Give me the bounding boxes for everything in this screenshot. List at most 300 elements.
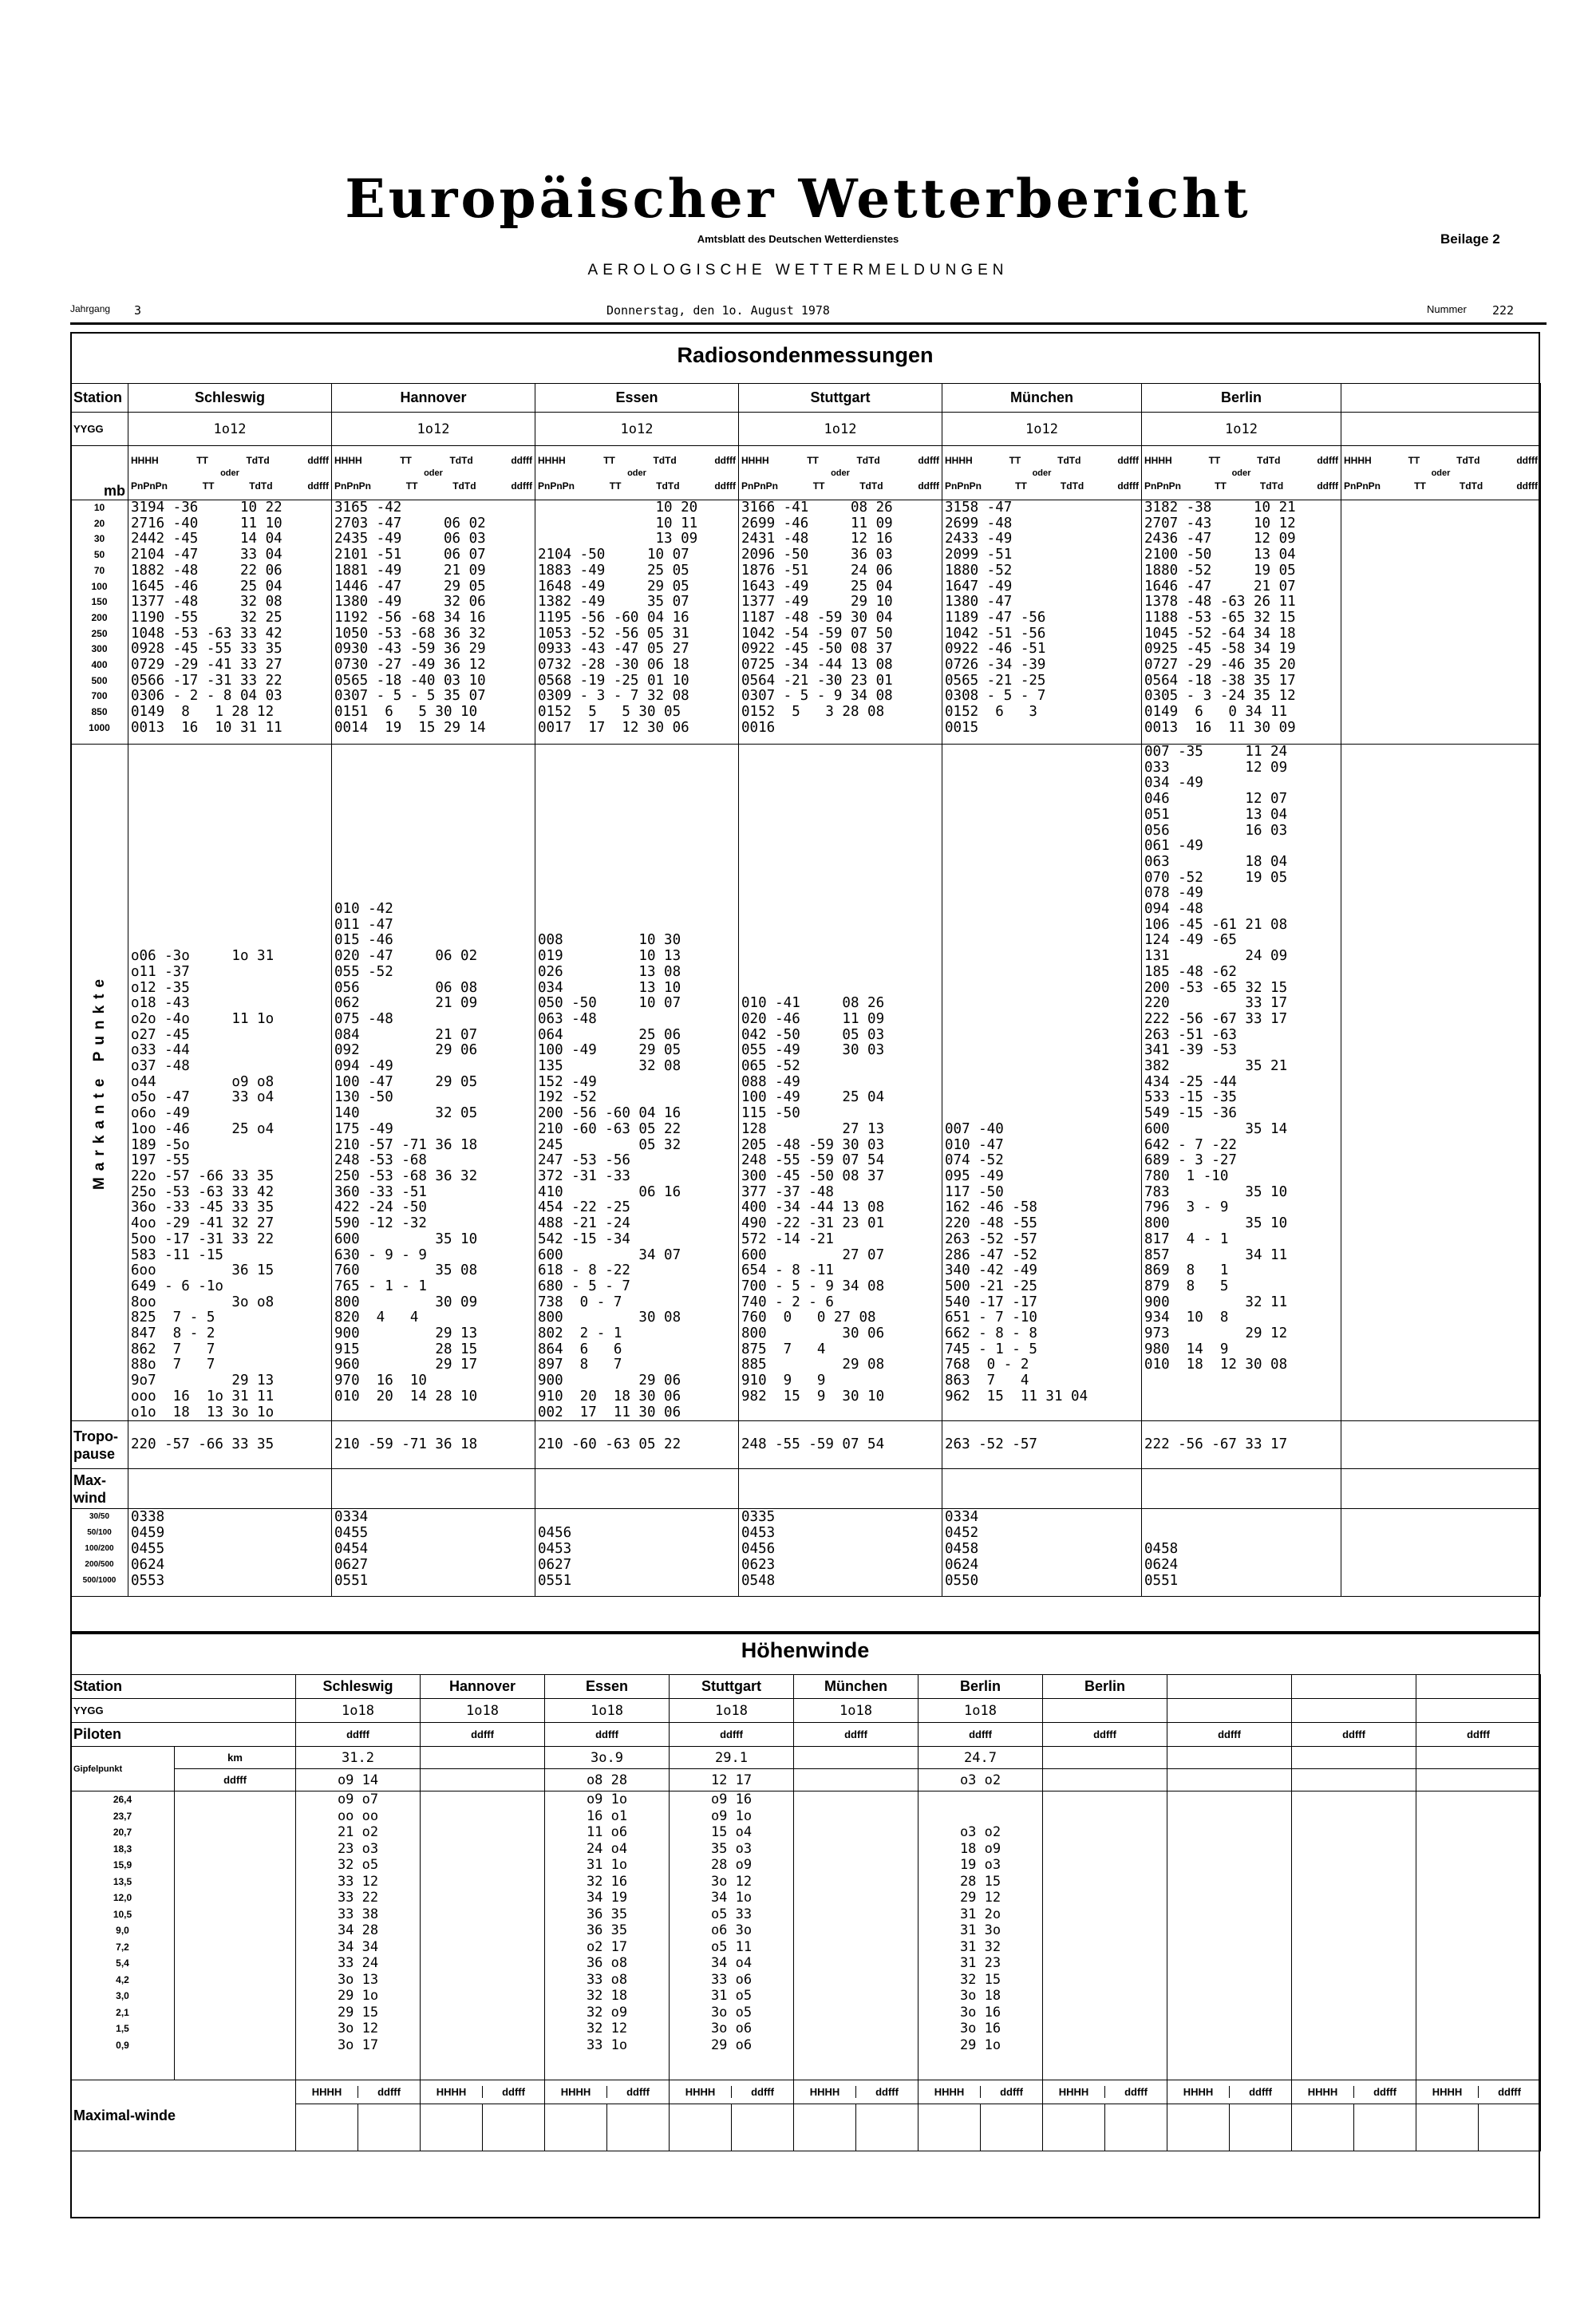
hw-yygg: 1o18 bbox=[421, 1699, 545, 1723]
subheader: Amtsblatt des Deutschen Wetterdienstes bbox=[697, 233, 899, 245]
station-name: München bbox=[942, 384, 1142, 413]
ppp-heading: PnPnPn bbox=[334, 480, 372, 492]
maxwind-values: 0456 0453 0627 0551 bbox=[538, 1525, 572, 1590]
hhhh-cell bbox=[918, 2104, 981, 2151]
hw-column bbox=[918, 1791, 1043, 2080]
station-data: 3165 -42 2703 -47 06 02 2435 -49 06 03 2101 -51 06 07 1881 -49 21 09 1446 -47 29 05 1380 -49 32 06 1192 -56 -68 34 16 1050 -53 -68 36 32 0930 -43 -59 36 29 0730 -27 -49 36 12 0565 -18 -40 03 10 0307 - 5 - 5 35 07 0151 6 5 30 10 0014 19 15 29 14 bbox=[334, 500, 486, 736]
km-level: 15,9 bbox=[113, 1859, 132, 1870]
hhhh-heading: HHHH bbox=[1292, 2086, 1354, 2098]
hw-yygg bbox=[1292, 1699, 1416, 1723]
ddfff-heading: ddfff bbox=[511, 454, 532, 466]
tropopause-value: 220 -57 -66 33 35 bbox=[131, 1436, 275, 1452]
standard-levels-data bbox=[942, 500, 1142, 745]
hhhh-heading: HHHH bbox=[1144, 454, 1172, 466]
hw-yygg bbox=[1043, 1699, 1167, 1723]
ddfff-heading: ddfff bbox=[1317, 480, 1338, 492]
tt-heading: TT bbox=[609, 480, 622, 492]
hw-column bbox=[1416, 1791, 1541, 2080]
column-headings bbox=[535, 446, 739, 500]
hw-values: o9 1o 16 o1 11 o6 24 o4 31 1o 32 16 34 19 36 35 36 35 o2 17 36 o8 33 o8 32 18 32 o9 32 12 33 1o bbox=[586, 1791, 628, 2053]
yygg-label: YYGG bbox=[71, 413, 128, 446]
maxwind-headings bbox=[421, 2080, 545, 2104]
hw-yygg bbox=[1167, 1699, 1292, 1723]
hhhh-heading: HHHH bbox=[741, 454, 769, 466]
pressure-level: 20 bbox=[93, 517, 105, 529]
km-level: 7,2 bbox=[116, 1941, 129, 1953]
maxwind-values: 0334 0455 0454 0627 0551 bbox=[334, 1509, 369, 1590]
gipfel-km bbox=[1167, 1747, 1292, 1769]
ddfff-heading: ddfff bbox=[1000, 2086, 1023, 2098]
km-level: 2,1 bbox=[116, 2006, 129, 2018]
maxwind-headings bbox=[794, 2080, 918, 2104]
gipfel-ddfff bbox=[1292, 1769, 1416, 1791]
maxwind-headings bbox=[918, 2080, 1043, 2104]
pressure-level: 250 bbox=[91, 627, 108, 639]
ppp-heading: PnPnPn bbox=[131, 480, 168, 492]
hhhh-cell bbox=[1416, 2104, 1479, 2151]
ddfff-cell bbox=[856, 2104, 918, 2151]
ddfff-heading: ddfff bbox=[1117, 454, 1139, 466]
ddfff-heading: ddfff bbox=[1373, 2086, 1396, 2098]
maxwind-data bbox=[128, 1509, 332, 1597]
oder-heading: oder bbox=[424, 468, 443, 478]
hw-column bbox=[545, 1791, 670, 2080]
hhhh-cell bbox=[794, 2104, 856, 2151]
piloten-ddfff: ddfff bbox=[421, 1723, 545, 1747]
ddfff-heading: ddfff bbox=[307, 454, 329, 466]
tt-heading: TT bbox=[1208, 454, 1221, 466]
tropopause-label: Tropo-pause bbox=[71, 1421, 128, 1469]
hhhh-cell bbox=[1292, 2104, 1354, 2151]
year-value: 3 bbox=[134, 303, 142, 318]
hw-column bbox=[670, 1791, 794, 2080]
spacer bbox=[175, 1791, 296, 2080]
maxwind-empty bbox=[1292, 2104, 1416, 2151]
tt-heading: TT bbox=[196, 454, 208, 466]
hw-station: Stuttgart bbox=[670, 1675, 794, 1699]
gipfelpunkt-label: Gipfelpunkt bbox=[71, 1747, 175, 1791]
oder-heading: oder bbox=[831, 468, 850, 478]
ddfff-cell bbox=[732, 2104, 793, 2151]
hw-column bbox=[421, 1791, 545, 2080]
maxwind-headings bbox=[296, 2080, 421, 2104]
markante-punkte-label-cell bbox=[71, 745, 128, 1421]
column-headings bbox=[1341, 446, 1541, 500]
station-data: 007 -35 11 24 033 12 09 034 -49 046 12 07 051 13 04 056 16 03 061 -49 063 18 04 070 -52 19 05 078 -49 094 -48 106 -45 -61 21 08 124 -49 -65 131 24 09 185 -48 -62 200 -53 -65 32 15 220 33 17 222 -56 -67 33 17 263 -51 -63 341 -39 -53 382 35 21 434 -25 -44 533 -15 -35 549 -15 -36 600 35 14 642 - 7 -22 689 - 3 -27 780 1 -10 783 35 10 796 3 - 9 800 35 10 817 4 - 1 857 34 11 869 8 1 879 8 5 900 32 11 934 10 8 973 29 12 980 14 9 010 18 12 30 08 bbox=[1144, 744, 1288, 1373]
maxwind-empty bbox=[296, 2104, 421, 2151]
ppp-heading: PnPnPn bbox=[945, 480, 982, 492]
oder-heading: oder bbox=[627, 468, 646, 478]
standard-levels-data bbox=[128, 500, 332, 745]
significant-points-data bbox=[128, 745, 332, 1421]
ddfff-heading: ddfff bbox=[1249, 2086, 1272, 2098]
hhhh-heading: HHHH bbox=[1344, 454, 1372, 466]
station-name: Berlin bbox=[1142, 384, 1341, 413]
info-line bbox=[70, 298, 1547, 325]
gipfel-km: 31.2 bbox=[296, 1747, 421, 1769]
hw-column bbox=[296, 1791, 421, 2080]
ddfff-heading: ddfff bbox=[1516, 480, 1538, 492]
tdtd-heading: TdTd bbox=[1459, 480, 1483, 492]
hw-station bbox=[1167, 1675, 1292, 1699]
tropopause-data bbox=[535, 1421, 739, 1469]
piloten-ddfff: ddfff bbox=[545, 1723, 670, 1747]
hhhh-heading: HHHH bbox=[670, 2086, 732, 2098]
station-data: 010 -42 011 -47 015 -46 020 -47 06 02 055 -52 056 06 08 062 21 09 075 -48 084 21 07 092 29 06 094 -49 100 -47 29 05 130 -50 140 32 05 175 -49 210 -57 -71 36 18 248 -53 -68 250 -53 -68 36 32 360 -33 -51 422 -24 -50 590 -12 -32 600 35 10 630 - 9 - 9 760 35 08 765 - 1 - 1 800 30 09 820 4 4 900 29 13 915 28 15 960 29 17 970 16 10 010 20 14 28 10 bbox=[334, 901, 478, 1404]
km-level: 9,0 bbox=[116, 1925, 129, 1936]
maxwind-level: 100/200 bbox=[85, 1544, 114, 1554]
pressure-level: 1000 bbox=[89, 721, 110, 733]
tdtd-heading: TdTd bbox=[1259, 480, 1284, 492]
station-data: 3158 -47 2699 -48 2433 -49 2099 -51 1880 -52 1647 -49 1380 -47 1189 -47 -56 1042 -51 -56 0922 -46 -51 0726 -34 -39 0565 -21 -25 0308 - 5 - 7 0152 6 3 0015 bbox=[945, 500, 1046, 736]
gipfel-km bbox=[1416, 1747, 1541, 1769]
subtitle: AEROLOGISCHE WETTERMELDUNGEN bbox=[587, 262, 1009, 278]
station-name: Stuttgart bbox=[739, 384, 942, 413]
ddfff-heading: ddfff bbox=[377, 2086, 401, 2098]
ddfff-cell bbox=[1354, 2104, 1416, 2151]
maxwind-cell bbox=[739, 1469, 942, 1509]
tdtd-heading: TdTd bbox=[1257, 454, 1281, 466]
gipfel-ddfff bbox=[1167, 1769, 1292, 1791]
km-unit-label: km bbox=[175, 1747, 296, 1769]
ddfff-heading: ddfff bbox=[1124, 2086, 1148, 2098]
hhhh-heading: HHHH bbox=[794, 2086, 856, 2098]
km-levels bbox=[71, 1791, 175, 2080]
km-level: 13,5 bbox=[113, 1875, 132, 1887]
piloten-ddfff: ddfff bbox=[1043, 1723, 1167, 1747]
ddfff-heading: ddfff bbox=[751, 2086, 774, 2098]
gipfel-ddfff bbox=[1416, 1769, 1541, 1791]
pressure-level: 500 bbox=[91, 674, 108, 686]
pressure-level: 50 bbox=[93, 549, 105, 561]
supplement-label: Beilage 2 bbox=[1440, 231, 1500, 247]
maxwind-empty bbox=[1167, 2104, 1292, 2151]
maxwind-level: 30/50 bbox=[89, 1512, 110, 1522]
pressure-level: 10 bbox=[93, 502, 105, 513]
maxwind-data bbox=[942, 1509, 1142, 1597]
gipfel-ddfff: o8 28 bbox=[545, 1769, 670, 1791]
yygg-value: 1o12 bbox=[332, 413, 535, 446]
hhhh-heading: HHHH bbox=[545, 2086, 607, 2098]
hw-column bbox=[1043, 1791, 1167, 2080]
tropopause-data bbox=[332, 1421, 535, 1469]
hw-station: Essen bbox=[545, 1675, 670, 1699]
hhhh-heading: HHHH bbox=[538, 454, 566, 466]
tt-heading: TT bbox=[1408, 454, 1420, 466]
gipfel-km bbox=[794, 1747, 918, 1769]
significant-points-data bbox=[332, 745, 535, 1421]
maxwind-level: 500/1000 bbox=[82, 1576, 117, 1586]
km-level: 18,3 bbox=[113, 1843, 132, 1855]
hhhh-heading: HHHH bbox=[918, 2086, 981, 2098]
km-level: 20,7 bbox=[113, 1827, 132, 1838]
maxwind-cell bbox=[942, 1469, 1142, 1509]
maxwind-headings bbox=[545, 2080, 670, 2104]
hw-station-label: Station bbox=[71, 1675, 296, 1699]
maxwind-values: 0335 0453 0456 0623 0548 bbox=[741, 1509, 776, 1590]
maxwind-headings bbox=[1416, 2080, 1541, 2104]
gipfel-ddfff: o9 14 bbox=[296, 1769, 421, 1791]
tt-heading: TT bbox=[1015, 480, 1027, 492]
piloten-ddfff: ddfff bbox=[794, 1723, 918, 1747]
tropopause-value: 210 -59 -71 36 18 bbox=[334, 1436, 478, 1452]
tropopause-data bbox=[942, 1421, 1142, 1469]
station-data: 10 20 10 11 13 09 2104 -50 10 07 1883 -49 25 05 1648 -49 29 05 1382 -49 35 07 1195 -56 -60 04 16 1053 -52 -56 05 31 0933 -43 -47 05 27 0732 -28 -30 06 18 0568 -19 -25 01 10 0309 - 3 - 7 32 08 0152 5 5 30 05 0017 17 12 30 06 bbox=[538, 500, 698, 736]
maxwind-cell bbox=[1142, 1469, 1341, 1509]
piloten-ddfff: ddfff bbox=[1292, 1723, 1416, 1747]
maxwind-data bbox=[1142, 1509, 1341, 1597]
ddfff-heading: ddfff bbox=[307, 480, 329, 492]
ddfff-heading: ddfff bbox=[1498, 2086, 1521, 2098]
gipfel-ddfff bbox=[1043, 1769, 1167, 1791]
hhhh-cell bbox=[1167, 2104, 1230, 2151]
standard-levels-data bbox=[535, 500, 739, 745]
ddfff-heading: ddfff bbox=[875, 2086, 899, 2098]
tt-heading: TT bbox=[202, 480, 215, 492]
maxwind-values: 0334 0452 0458 0624 0550 bbox=[945, 1509, 979, 1590]
gipfel-ddfff: o3 o2 bbox=[918, 1769, 1043, 1791]
standard-levels-data bbox=[1142, 500, 1341, 745]
hw-station: München bbox=[794, 1675, 918, 1699]
hhhh-heading: HHHH bbox=[1416, 2086, 1479, 2098]
ddfff-cell bbox=[1230, 2104, 1291, 2151]
gipfel-km bbox=[1292, 1747, 1416, 1769]
km-level: 4,2 bbox=[116, 1973, 129, 1985]
oder-heading: oder bbox=[1032, 468, 1052, 478]
tdtd-heading: TdTd bbox=[452, 480, 476, 492]
pressure-level: 700 bbox=[91, 690, 108, 702]
station-name bbox=[1341, 384, 1541, 413]
tdtd-heading: TdTd bbox=[859, 480, 883, 492]
ddfff-heading: ddfff bbox=[511, 480, 532, 492]
page-title: Europäischer Wetterbericht bbox=[345, 168, 1251, 230]
pressure-level: 400 bbox=[91, 659, 108, 671]
pressure-level: 70 bbox=[93, 564, 105, 576]
hoehenwinde-table bbox=[70, 1674, 1541, 2151]
standard-levels-data bbox=[1341, 500, 1541, 745]
pressure-level: 850 bbox=[91, 706, 108, 718]
mb-label: mb bbox=[71, 446, 128, 500]
tropopause-value: 263 -52 -57 bbox=[945, 1436, 1037, 1452]
ddfff-heading: ddfff bbox=[918, 454, 939, 466]
hhhh-heading: HHHH bbox=[945, 454, 973, 466]
tdtd-heading: TdTd bbox=[246, 454, 270, 466]
hw-column bbox=[794, 1791, 918, 2080]
piloten-ddfff: ddfff bbox=[1416, 1723, 1541, 1747]
maxwind-empty bbox=[670, 2104, 794, 2151]
ppp-heading: PnPnPn bbox=[1344, 480, 1381, 492]
hw-yygg-label: YYGG bbox=[71, 1699, 296, 1723]
markante-punkte-label: Markante Punkte bbox=[90, 972, 108, 1190]
column-headings bbox=[332, 446, 535, 500]
maxwind-cell bbox=[1341, 1469, 1541, 1509]
pressure-levels bbox=[71, 500, 128, 745]
maxwind-label: Max-wind bbox=[71, 1469, 128, 1509]
piloten-ddfff: ddfff bbox=[1167, 1723, 1292, 1747]
ddfff-heading: ddfff bbox=[714, 454, 736, 466]
column-headings bbox=[128, 446, 332, 500]
hoehenwinde-title: Höhenwinde bbox=[741, 1638, 870, 1662]
maxwind-empty bbox=[421, 2104, 545, 2151]
station-name: Essen bbox=[535, 384, 739, 413]
km-level: 0,9 bbox=[116, 2039, 129, 2051]
tdtd-heading: TdTd bbox=[249, 480, 273, 492]
ddfff-cell bbox=[358, 2104, 420, 2151]
hw-station: Hannover bbox=[421, 1675, 545, 1699]
km-level: 26,4 bbox=[113, 1794, 132, 1805]
hhhh-heading: HHHH bbox=[334, 454, 362, 466]
piloten-ddfff: ddfff bbox=[918, 1723, 1043, 1747]
gipfel-km: 29.1 bbox=[670, 1747, 794, 1769]
hhhh-heading: HHHH bbox=[1167, 2086, 1230, 2098]
piloten-ddfff: ddfff bbox=[296, 1723, 421, 1747]
hw-values: o9 16 o9 1o 15 o4 35 o3 28 o9 3o 12 34 1o o5 33 o6 3o o5 11 34 o4 33 o6 31 o5 3o o5 3o o6 29 o6 bbox=[710, 1791, 753, 2053]
ddfff-heading: ddfff bbox=[502, 2086, 525, 2098]
maxwind-values: 0338 0459 0455 0624 0553 bbox=[131, 1509, 165, 1590]
number-value: 222 bbox=[1492, 303, 1515, 318]
hhhh-cell bbox=[545, 2104, 607, 2151]
oder-heading: oder bbox=[1231, 468, 1251, 478]
station-data: 008 10 30 019 10 13 026 13 08 034 13 10 050 -50 10 07 063 -48 064 25 06 100 -49 29 05 135 32 08 152 -49 192 -52 200 -56 -60 04 16 210 -60 -63 05 22 245 05 32 247 -53 -56 372 -31 -33 410 06 16 454 -22 -25 488 -21 -24 542 -15 -34 600 34 07 618 - 8 -22 680 - 5 - 7 738 0 - 7 800 30 08 802 2 - 1 864 6 6 897 8 7 900 29 06 910 20 18 30 06 002 17 11 30 06 bbox=[538, 932, 681, 1420]
hhhh-cell bbox=[421, 2104, 483, 2151]
tdtd-heading: TdTd bbox=[653, 454, 677, 466]
tdtd-heading: TdTd bbox=[1060, 480, 1084, 492]
station-data: 3166 -41 08 26 2699 -46 11 09 2431 -48 12 16 2096 -50 36 03 1876 -51 24 06 1643 -49 25 04 1377 -49 29 10 1187 -48 -59 30 04 1042 -54 -59 07 50 0922 -45 -50 08 37 0725 -34 -44 13 08 0564 -21 -30 23 01 0307 - 5 - 9 34 08 0152 5 3 28 08 0016 bbox=[741, 500, 893, 736]
gipfel-km: 3o.9 bbox=[545, 1747, 670, 1769]
gipfel-ddfff: 12 17 bbox=[670, 1769, 794, 1791]
pressure-level: 300 bbox=[91, 643, 108, 655]
maxwind-data bbox=[1341, 1509, 1541, 1597]
tropopause-data bbox=[1341, 1421, 1541, 1469]
pressure-level: 100 bbox=[91, 580, 108, 592]
pressure-level: 150 bbox=[91, 596, 108, 608]
km-level: 5,4 bbox=[116, 1957, 129, 1969]
hhhh-cell bbox=[296, 2104, 358, 2151]
maxwind-levels bbox=[71, 1509, 128, 1597]
oder-heading: oder bbox=[1431, 468, 1451, 478]
gipfel-km: 24.7 bbox=[918, 1747, 1043, 1769]
tt-heading: TT bbox=[1414, 480, 1426, 492]
gipfel-km bbox=[1043, 1747, 1167, 1769]
significant-points-data bbox=[1341, 745, 1541, 1421]
km-level: 10,5 bbox=[113, 1908, 132, 1920]
hhhh-cell bbox=[670, 2104, 732, 2151]
hw-station: Berlin bbox=[1043, 1675, 1167, 1699]
tropopause-value: 222 -56 -67 33 17 bbox=[1144, 1436, 1288, 1452]
tt-heading: TT bbox=[1009, 454, 1021, 466]
ddfff-heading: ddfff bbox=[1516, 454, 1538, 466]
ddfff-cell bbox=[1105, 2104, 1167, 2151]
maxwind-empty bbox=[545, 2104, 670, 2151]
pressure-level: 30 bbox=[93, 533, 105, 545]
yygg-value: 1o12 bbox=[739, 413, 942, 446]
tdtd-heading: TdTd bbox=[1057, 454, 1081, 466]
hw-yygg: 1o18 bbox=[918, 1699, 1043, 1723]
station-data: 010 -41 08 26 020 -46 11 09 042 -50 05 03 055 -49 30 03 065 -52 088 -49 100 -49 25 04 115 -50 128 27 13 205 -48 -59 30 03 248 -55 -59 07 54 300 -45 -50 08 37 377 -37 -48 400 -34 -44 13 08 490 -22 -31 23 01 572 -14 -21 600 27 07 654 - 8 -11 700 - 5 - 9 34 08 740 - 2 - 6 760 0 0 27 08 800 30 06 875 7 4 885 29 08 910 9 9 982 15 9 30 10 bbox=[741, 995, 885, 1404]
significant-points-data bbox=[942, 745, 1142, 1421]
issue-date: Donnerstag, den 1o. August 1978 bbox=[606, 303, 830, 318]
standard-levels-data bbox=[739, 500, 942, 745]
ddfff-heading: ddfff bbox=[918, 480, 939, 492]
tt-heading: TT bbox=[603, 454, 615, 466]
hhhh-heading: HHHH bbox=[1043, 2086, 1105, 2098]
tt-heading: TT bbox=[812, 480, 825, 492]
tt-heading: TT bbox=[807, 454, 819, 466]
yygg-value bbox=[1341, 413, 1541, 446]
tdtd-heading: TdTd bbox=[449, 454, 473, 466]
hhhh-heading: HHHH bbox=[421, 2086, 483, 2098]
station-label: Station bbox=[71, 384, 128, 413]
year-label: Jahrgang bbox=[70, 303, 111, 314]
piloten-ddfff: ddfff bbox=[670, 1723, 794, 1747]
ppp-heading: PnPnPn bbox=[741, 480, 779, 492]
gipfel-ddfff bbox=[794, 1769, 918, 1791]
column-headings bbox=[1142, 446, 1341, 500]
maxwind-data bbox=[332, 1509, 535, 1597]
tdtd-heading: TdTd bbox=[1456, 454, 1480, 466]
ddfff-cell bbox=[1479, 2104, 1540, 2151]
ddfff-cell bbox=[981, 2104, 1042, 2151]
significant-points-data bbox=[535, 745, 739, 1421]
station-data: 3194 -36 10 22 2716 -40 11 10 2442 -45 14 04 2104 -47 33 04 1882 -48 22 06 1645 -46 25 04 1377 -48 32 08 1190 -55 32 25 1048 -53 -63 33 42 0928 -45 -55 33 35 0729 -29 -41 33 27 0566 -17 -31 33 22 0306 - 2 - 8 04 03 0149 8 1 28 12 0013 16 10 31 11 bbox=[131, 500, 282, 736]
maxwind-headings bbox=[1043, 2080, 1167, 2104]
maxwind-headings bbox=[670, 2080, 794, 2104]
maxwind-headings bbox=[1292, 2080, 1416, 2104]
maximalwinde-label: Maximal-winde bbox=[71, 2080, 296, 2151]
station-name: Schleswig bbox=[128, 384, 332, 413]
hw-column bbox=[1167, 1791, 1292, 2080]
maxwind-cell bbox=[128, 1469, 332, 1509]
hw-station: Berlin bbox=[918, 1675, 1043, 1699]
ddfff-heading: ddfff bbox=[714, 480, 736, 492]
gipfel-km bbox=[421, 1747, 545, 1769]
maxwind-headings bbox=[1167, 2080, 1292, 2104]
column-headings bbox=[942, 446, 1142, 500]
km-level: 3,0 bbox=[116, 1990, 129, 2001]
hw-station bbox=[1416, 1675, 1541, 1699]
ddfff-unit-label: ddfff bbox=[175, 1769, 296, 1791]
hw-yygg: 1o18 bbox=[670, 1699, 794, 1723]
ddfff-heading: ddfff bbox=[626, 2086, 650, 2098]
standard-levels-data bbox=[332, 500, 535, 745]
yygg-value: 1o12 bbox=[942, 413, 1142, 446]
oder-heading: oder bbox=[220, 468, 239, 478]
maxwind-values: 0458 0624 0551 bbox=[1144, 1541, 1179, 1590]
maxwind-empty bbox=[1416, 2104, 1541, 2151]
hw-station bbox=[1292, 1675, 1416, 1699]
station-data: o06 -3o 1o 31 o11 -37 o12 -35 o18 -43 o2o -4o 11 1o o27 -45 o33 -44 o37 -48 o44 o9 o8 o5o -47 33 o4 o6o -49 1oo -46 25 o4 189 -5o 197 -55 22o -57 -66 33 35 25o -53 -63 33 42 36o -33 -45 33 35 4oo -29 -41 32 27 5oo -17 -31 33 22 583 -11 -15 6oo 36 15 649 - 6 -1o 8oo 3o o8 825 7 - 5 847 8 - 2 862 7 7 88o 7 7 9o7 29 13 ooo 16 1o 31 11 o1o 18 13 3o 1o bbox=[131, 948, 275, 1420]
hw-yygg: 1o18 bbox=[545, 1699, 670, 1723]
number-label: Nummer bbox=[1427, 303, 1467, 315]
piloten-label: Piloten bbox=[71, 1723, 296, 1747]
radiosonde-title: Radiosondenmessungen bbox=[677, 343, 934, 367]
station-name: Hannover bbox=[332, 384, 535, 413]
tropopause-data bbox=[739, 1421, 942, 1469]
hhhh-heading: HHHH bbox=[131, 454, 159, 466]
tropopause-data bbox=[128, 1421, 332, 1469]
km-level: 1,5 bbox=[116, 2023, 129, 2034]
tdtd-heading: TdTd bbox=[856, 454, 880, 466]
tdtd-heading: TdTd bbox=[656, 480, 680, 492]
maxwind-empty bbox=[918, 2104, 1043, 2151]
hw-yygg: 1o18 bbox=[794, 1699, 918, 1723]
pressure-level: 200 bbox=[91, 611, 108, 623]
hhhh-heading: HHHH bbox=[296, 2086, 358, 2098]
km-level: 23,7 bbox=[113, 1810, 132, 1822]
hw-values: o9 o7 oo oo 21 o2 23 o3 32 o5 33 12 33 22 33 38 34 28 34 34 33 24 3o 13 29 1o 29 15 3o 12 3o 17 bbox=[337, 1791, 379, 2053]
tt-heading: TT bbox=[400, 454, 412, 466]
hw-station: Schleswig bbox=[296, 1675, 421, 1699]
